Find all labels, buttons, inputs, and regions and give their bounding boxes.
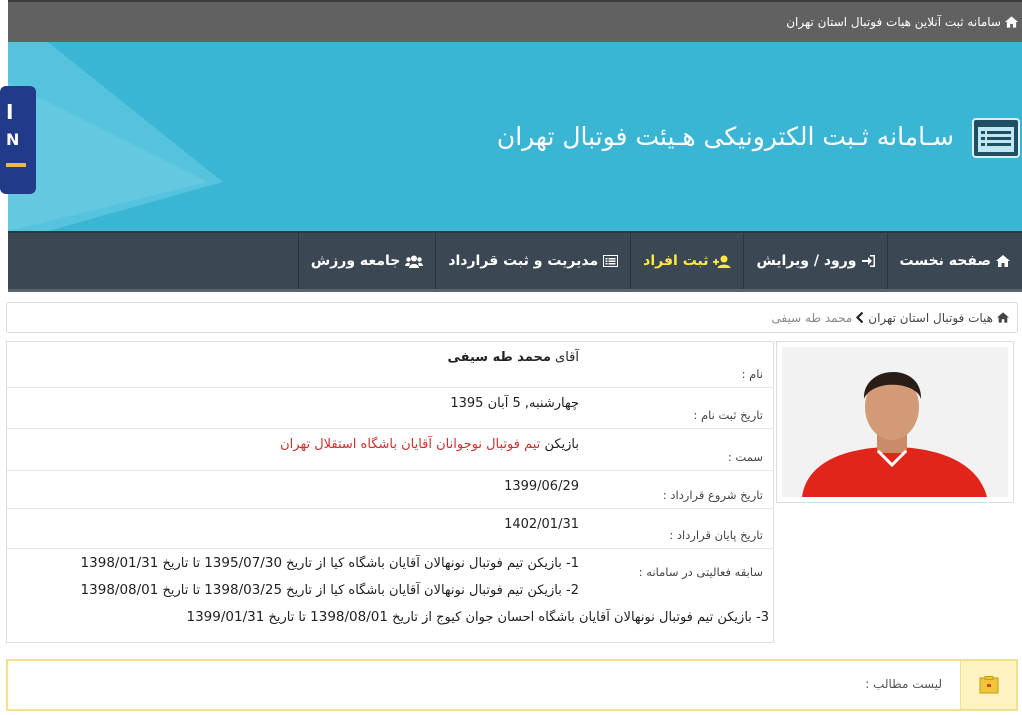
nav-login[interactable] (743, 233, 886, 289)
history-item (7, 555, 579, 571)
history-item (7, 582, 579, 598)
nav-community[interactable] (298, 233, 435, 289)
contract-end-value: 1402/01/31 (504, 517, 579, 532)
contract-start-label: تاریخ شروع قرارداد : (662, 488, 763, 502)
nav-register[interactable] (630, 233, 743, 289)
home-icon (996, 255, 1010, 267)
nav-login-label: ورود / ویرایش (756, 253, 857, 269)
history-to: 1399/01/31 (186, 609, 265, 625)
list-label: لیست مطالب : (865, 677, 942, 691)
info-row-contract-end (7, 509, 773, 549)
content-list-box (6, 659, 1018, 711)
info-row-name (7, 342, 773, 388)
breadcrumb-current: محمد طه سیفی (771, 310, 853, 325)
history-text: 2- بازیکن تیم فوتبال نونهالان آقایان باشگاه کیا از تاریخ (286, 583, 579, 598)
player-name: محمد طه سیفی (447, 350, 551, 365)
top-bar (8, 0, 1022, 42)
name-value (7, 342, 583, 387)
nav-home-label: صفحه نخست (899, 253, 991, 269)
users-icon (405, 255, 423, 268)
sign-in-icon (862, 255, 875, 267)
history-to: 1398/08/01 (80, 582, 159, 598)
position-prefix: بازیکن (544, 437, 579, 452)
reg-date-value: چهارشنبه, 5 آبان 1395 (450, 396, 579, 411)
header-banner (8, 42, 1022, 231)
info-row-regdate (7, 388, 773, 429)
info-row-history (7, 549, 773, 644)
banner-title: سـامانه ثـبت الکترونیکی هـیئت فوتبال تهران (496, 122, 954, 151)
folder-icon (979, 676, 999, 694)
nav-register-label: ثبت افراد (643, 253, 709, 269)
user-plus-icon (713, 255, 731, 268)
history-from: 1398/08/01 (310, 609, 388, 625)
nav-home[interactable] (887, 233, 1022, 289)
history-to: 1398/01/31 (80, 555, 159, 571)
position-label: سمت : (727, 450, 763, 464)
list-box-icon-cell (960, 661, 1016, 709)
history-from: 1395/07/30 (204, 555, 283, 571)
contract-end-label: تاریخ پایان قرارداد : (669, 528, 763, 542)
info-row-contract-start (7, 471, 773, 509)
profile-info-table (6, 341, 774, 643)
list-icon (603, 255, 618, 267)
breadcrumb (6, 302, 1018, 333)
position-value (7, 429, 583, 470)
history-text: 1- بازیکن تیم فوتبال نونهالان آقایان باشگاه کیا از تاریخ (286, 556, 579, 571)
name-prefix: آقای (555, 350, 579, 365)
nav-contracts-label: مدیریت و ثبت قرارداد (448, 253, 599, 269)
history-item (7, 609, 769, 625)
history-mid: تا تاریخ (162, 583, 201, 598)
chevron-left-icon (856, 312, 864, 323)
player-portrait (782, 347, 1008, 497)
contract-start-value: 1399/06/29 (504, 479, 579, 494)
history-label: سابقه فعالیتی در سامانه : (638, 565, 763, 579)
info-row-position (7, 429, 773, 471)
profile-photo-frame (776, 341, 1014, 503)
site-title[interactable]: سامانه ثبت آنلاین هیات فوتبال استان تهران (786, 15, 1001, 29)
list-window-icon (972, 118, 1020, 158)
nav-community-label: جامعه ورزش (310, 253, 401, 269)
profile-photo (782, 347, 1008, 497)
team-name[interactable]: تیم فوتبال نوجوانان آقایان باشگاه استقلال تهران (280, 437, 541, 452)
history-mid: تا تاریخ (268, 610, 307, 625)
main-nav (8, 231, 1022, 292)
history-text: 3- بازیکن تیم فوتبال نونهالان آقایان باشگاه احسان جوان کیوج از تاریخ (392, 610, 769, 625)
history-list (7, 549, 773, 644)
name-label: نام : (741, 367, 763, 381)
history-from: 1398/03/25 (204, 582, 283, 598)
federation-logo: I N (0, 86, 36, 194)
breadcrumb-parent[interactable]: هیات فوتبال استان تهران (868, 310, 993, 325)
nav-contracts[interactable] (435, 233, 630, 289)
home-icon[interactable] (997, 312, 1009, 323)
reg-date-label: تاریخ ثبت نام : (693, 408, 763, 422)
history-mid: تا تاریخ (162, 556, 201, 571)
home-icon[interactable] (1005, 16, 1018, 28)
banner-decoration (8, 42, 428, 231)
